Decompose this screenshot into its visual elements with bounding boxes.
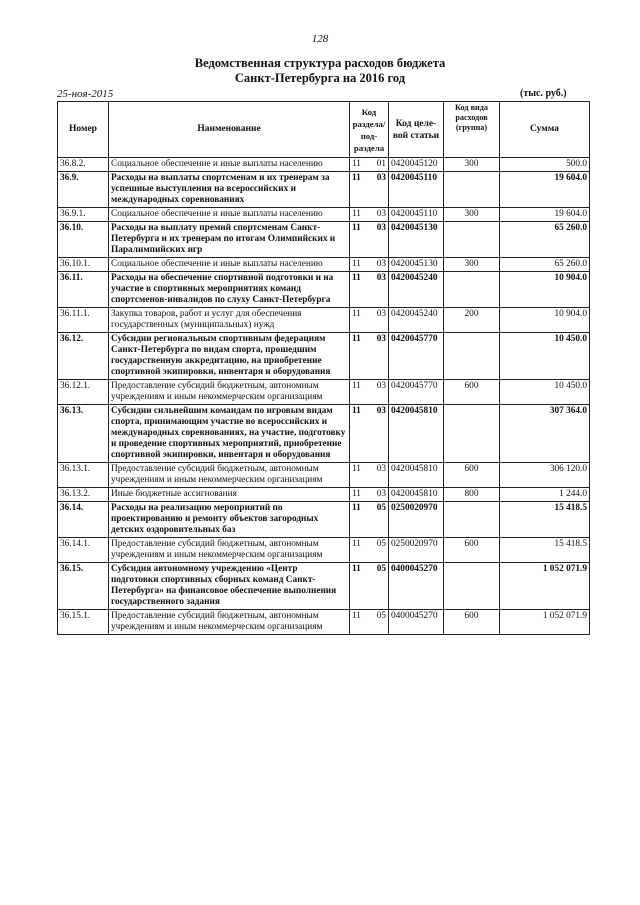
row-expense-type — [444, 222, 500, 258]
row-target-code: 0420045770 — [389, 333, 444, 380]
row-subsection-code: 03 — [371, 258, 389, 272]
row-name: Предоставление субсидий бюджетным, автономным учреждениям и иным некоммерческим организациям — [109, 463, 350, 488]
row-subsection-code: 05 — [371, 610, 389, 635]
header-target: Код целе-вой статьи — [389, 102, 444, 158]
row-expense-type: 600 — [444, 538, 500, 563]
row-subsection-code: 03 — [371, 380, 389, 405]
row-expense-type — [444, 333, 500, 380]
row-section-code: 11 — [350, 380, 371, 405]
row-target-code: 0250020970 — [389, 538, 444, 563]
row-expense-type — [444, 405, 500, 463]
header-amount: Сумма — [500, 102, 590, 158]
row-target-code: 0420045240 — [389, 272, 444, 308]
document-date: 25-ноя-2015 — [57, 88, 114, 100]
row-subsection-code: 03 — [371, 208, 389, 222]
row-expense-type: 300 — [444, 258, 500, 272]
title-line-2: Санкт-Петербурга на 2016 год — [234, 71, 406, 85]
row-subsection-code: 05 — [371, 538, 389, 563]
row-section-code: 11 — [350, 538, 371, 563]
row-subsection-code: 05 — [371, 502, 389, 538]
row-expense-type: 800 — [444, 488, 500, 502]
row-name: Социальное обеспечение и иные выплаты населению — [109, 158, 350, 172]
row-name: Закупка товаров, работ и услуг для обеспечения государственных (муниципальных) нужд — [109, 308, 350, 333]
row-expense-type: 600 — [444, 463, 500, 488]
row-section-code: 11 — [350, 308, 371, 333]
table-row — [58, 333, 590, 380]
row-amount: 19 604.0 — [500, 172, 590, 208]
row-target-code: 0400045270 — [389, 610, 444, 635]
row-section-code: 11 — [350, 488, 371, 502]
row-name: Субсидия автономному учреждению «Центр подготовки спортивных сборных команд Санкт-Петербурга» на финансовое обеспечение выполнения государственного задания — [109, 563, 350, 610]
budget-table — [57, 101, 590, 635]
row-target-code: 0420045120 — [389, 158, 444, 172]
row-subsection-code: 03 — [371, 333, 389, 380]
row-number: 36.13.1. — [58, 463, 109, 488]
row-expense-type — [444, 563, 500, 610]
row-name: Предоставление субсидий бюджетным, автономным учреждениям и иным некоммерческим организациям — [109, 380, 350, 405]
table-row — [58, 380, 590, 405]
row-amount: 1 052 071.9 — [500, 563, 590, 610]
row-section-code: 11 — [350, 258, 371, 272]
row-amount: 1 244.0 — [500, 488, 590, 502]
row-amount: 65 260.0 — [500, 222, 590, 258]
row-target-code: 0420045810 — [389, 405, 444, 463]
row-name: Предоставление субсидий бюджетным, автономным учреждениям и иным некоммерческим организациям — [109, 610, 350, 635]
row-target-code: 0420045810 — [389, 463, 444, 488]
row-name: Расходы на выплату премий спортсменам Санкт-Петербурга и их тренерам по итогам Олимпийских и Паралимпийских игр — [109, 222, 350, 258]
row-number: 36.8.2. — [58, 158, 109, 172]
row-amount: 10 904.0 — [500, 272, 590, 308]
table-body — [58, 158, 590, 635]
table-row — [58, 563, 590, 610]
row-number: 36.11. — [58, 272, 109, 308]
table-row — [58, 222, 590, 258]
row-subsection-code: 03 — [371, 272, 389, 308]
table-row — [58, 610, 590, 635]
row-target-code: 0420045110 — [389, 172, 444, 208]
units-label: (тыс. руб.) — [520, 88, 567, 99]
row-section-code: 11 — [350, 172, 371, 208]
row-subsection-code: 03 — [371, 463, 389, 488]
row-expense-type — [444, 502, 500, 538]
row-subsection-code: 01 — [371, 158, 389, 172]
row-target-code: 0420045110 — [389, 208, 444, 222]
row-number: 36.12. — [58, 333, 109, 380]
row-amount: 65 260.0 — [500, 258, 590, 272]
row-subsection-code: 03 — [371, 308, 389, 333]
table-row — [58, 308, 590, 333]
table-row — [58, 272, 590, 308]
header-name: Наименование — [109, 102, 350, 158]
table-row — [58, 463, 590, 488]
row-name: Расходы на обеспечение спортивной подготовки и на участие в спортивных мероприятиях команд спортсменов-инвалидов по слуху Санкт-Петербурга — [109, 272, 350, 308]
row-name: Субсидии региональным спортивным федерациям Санкт-Петербурга по видам спорта, прошедшим государственную аккредитацию, на приобретение спортивной экипировки, инвентаря и оборудования — [109, 333, 350, 380]
row-expense-type: 300 — [444, 158, 500, 172]
row-section-code: 11 — [350, 610, 371, 635]
table-row — [58, 158, 590, 172]
row-number: 36.10. — [58, 222, 109, 258]
row-name: Расходы на реализацию мероприятий по проектированию и ремонту объектов загородных детских оздоровительных баз — [109, 502, 350, 538]
row-subsection-code: 03 — [371, 222, 389, 258]
row-number: 36.14.1. — [58, 538, 109, 563]
row-expense-type — [444, 272, 500, 308]
row-section-code: 11 — [350, 405, 371, 463]
row-section-code: 11 — [350, 272, 371, 308]
row-expense-type — [444, 172, 500, 208]
row-target-code: 0420045130 — [389, 258, 444, 272]
row-number: 36.12.1. — [58, 380, 109, 405]
table-row — [58, 172, 590, 208]
row-number: 36.15.1. — [58, 610, 109, 635]
row-subsection-code: 03 — [371, 405, 389, 463]
row-name: Предоставление субсидий бюджетным, автономным учреждениям и иным некоммерческим организациям — [109, 538, 350, 563]
row-name: Субсидии сильнейшим командам по игровым видам спорта, принимающим участие во всероссийских и международных соревнованиях, на участие, подготовку и проведение спортивных мероприятий, приобретение спортивной экипировки, инвентаря и оборудования — [109, 405, 350, 463]
row-section-code: 11 — [350, 158, 371, 172]
row-section-code: 11 — [350, 222, 371, 258]
row-section-code: 11 — [350, 563, 371, 610]
table-row — [58, 258, 590, 272]
header-number: Номер — [58, 102, 109, 158]
row-number: 36.10.1. — [58, 258, 109, 272]
row-subsection-code: 03 — [371, 488, 389, 502]
page-number: 128 — [311, 33, 329, 45]
document-title — [0, 56, 640, 86]
row-name: Иные бюджетные ассигнования — [109, 488, 350, 502]
row-section-code: 11 — [350, 333, 371, 380]
row-number: 36.15. — [58, 563, 109, 610]
table-row — [58, 488, 590, 502]
row-number: 36.13. — [58, 405, 109, 463]
row-number: 36.9.1. — [58, 208, 109, 222]
row-section-code: 11 — [350, 208, 371, 222]
row-target-code: 0420045130 — [389, 222, 444, 258]
row-amount: 15 418.5 — [500, 502, 590, 538]
row-target-code: 0420045770 — [389, 380, 444, 405]
row-amount: 306 120.0 — [500, 463, 590, 488]
header-section: Код раздела/ под-раздела — [350, 102, 389, 158]
row-amount: 500.0 — [500, 158, 590, 172]
row-amount: 10 904.0 — [500, 308, 590, 333]
row-number: 36.14. — [58, 502, 109, 538]
header-expense-type: Код вида расходов (группа) — [444, 102, 500, 158]
row-expense-type: 600 — [444, 380, 500, 405]
row-name: Социальное обеспечение и иные выплаты населению — [109, 258, 350, 272]
row-target-code: 0400045270 — [389, 563, 444, 610]
table-row — [58, 502, 590, 538]
row-amount: 19 604.0 — [500, 208, 590, 222]
row-expense-type: 600 — [444, 610, 500, 635]
row-number: 36.13.2. — [58, 488, 109, 502]
table-row — [58, 208, 590, 222]
row-name: Расходы на выплаты спортсменам и их тренерам за успешные выступления на всероссийских и международных соревнованиях — [109, 172, 350, 208]
row-subsection-code: 03 — [371, 172, 389, 208]
row-amount: 10 450.0 — [500, 380, 590, 405]
row-target-code: 0420045810 — [389, 488, 444, 502]
table-row — [58, 405, 590, 463]
row-number: 36.9. — [58, 172, 109, 208]
row-expense-type: 300 — [444, 208, 500, 222]
row-number: 36.11.1. — [58, 308, 109, 333]
title-line-1: Ведомственная структура расходов бюджета — [194, 56, 446, 70]
row-subsection-code: 05 — [371, 563, 389, 610]
row-amount: 1 052 071.9 — [500, 610, 590, 635]
row-amount: 307 364.0 — [500, 405, 590, 463]
row-amount: 15 418.5 — [500, 538, 590, 563]
row-name: Социальное обеспечение и иные выплаты населению — [109, 208, 350, 222]
row-section-code: 11 — [350, 463, 371, 488]
row-expense-type: 200 — [444, 308, 500, 333]
row-target-code: 0420045240 — [389, 308, 444, 333]
table-row — [58, 538, 590, 563]
row-target-code: 0250020970 — [389, 502, 444, 538]
row-amount: 10 450.0 — [500, 333, 590, 380]
row-section-code: 11 — [350, 502, 371, 538]
